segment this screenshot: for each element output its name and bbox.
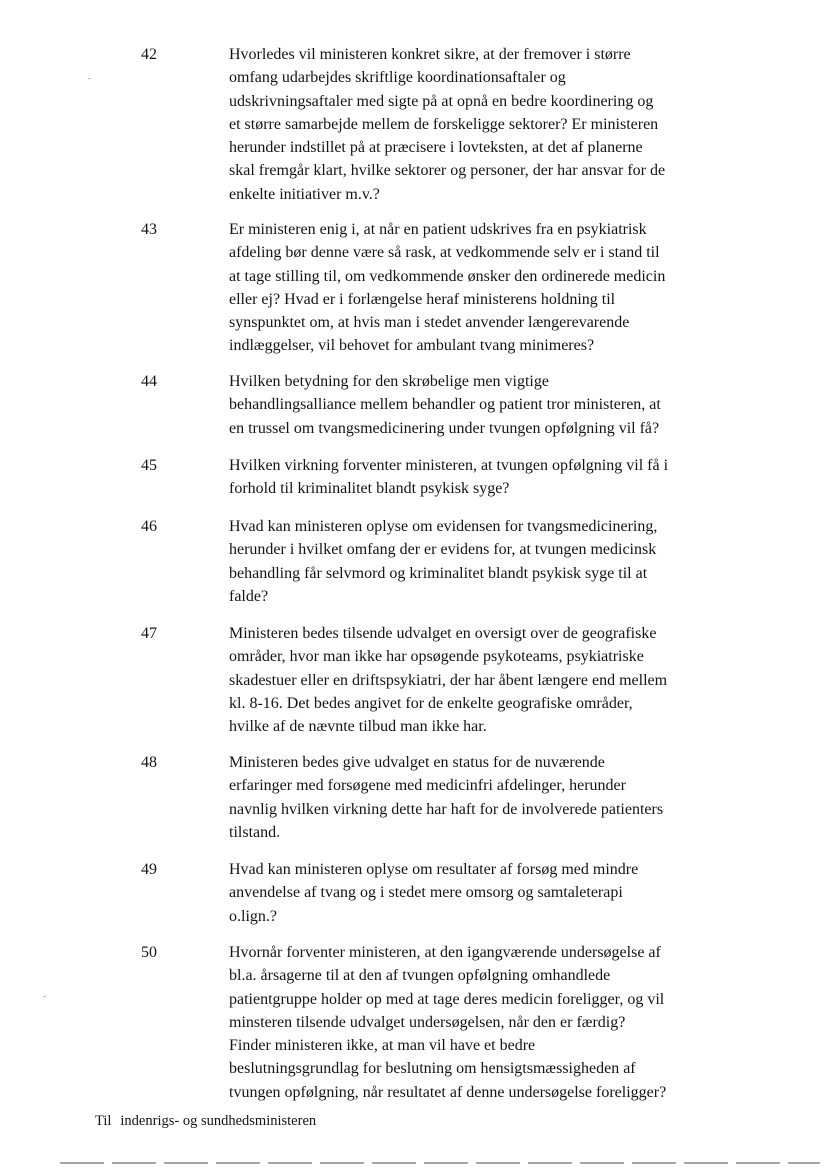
question-line: udskrivningsaftaler med sigte på at opnå en bedre koordinering og [229, 92, 654, 110]
question-text [229, 941, 751, 1104]
question-text [229, 370, 751, 440]
question-line: tilstand. [229, 823, 281, 841]
question-line: et større samarbejde mellem de forskeligge sektorer? Er ministeren [229, 115, 659, 133]
question-line: at tage stilling til, om vedkommende ønsker den ordinerede medicin [229, 267, 666, 285]
question-number: 42 [141, 46, 157, 63]
scan-speck [88, 78, 91, 79]
question-line: behandlingsalliance mellem behandler og patient tror ministeren, at [229, 396, 661, 414]
question-text [229, 454, 751, 501]
question-line: Hvilken virkning forventer ministeren, at tvungen opfølgning vil få i [229, 457, 669, 474]
question-line: forhold til kriminalitet blandt psykisk syge? [229, 480, 510, 498]
question-line: beslutningsgrundlag for beslutning om hensigtsmæssigheden af [229, 1060, 636, 1078]
question-line: eller ej? Hvad er i forlængelse heraf ministerens holdning til [229, 290, 616, 308]
question-line: Hvilken betydning for den skrøbelige men vigtige [229, 373, 549, 390]
footer-prefix: Til [95, 1113, 112, 1129]
scan-speck [43, 996, 46, 997]
question-line: Er ministeren enig i, at når en patient udskrives fra en psykiatrisk [229, 221, 647, 238]
question-line: behandling får selvmord og kriminalitet blandt psykisk syge til at [229, 564, 648, 582]
question-line: anvendelse af tvang og i stedet mere omsorg og samtaleterapi [229, 884, 623, 902]
question-text [229, 622, 751, 738]
question-line: bl.a. årsagerne til at den af tvungen opfølgning omhandlede [229, 967, 611, 985]
question-number: 47 [141, 625, 157, 642]
question-line: afdeling bør denne være så rask, at vedkommende selv er i stand til [229, 244, 660, 262]
question-line: herunder indstillet på at præcisere i lovteksten, at det af planerne [229, 139, 643, 157]
question-line: enkelte initiativer m.v.? [229, 185, 380, 203]
question-text [229, 218, 751, 358]
question-line: indlæggelser, vil behovet for ambulant tvang minimeres? [229, 337, 595, 355]
question-line: Hvad kan ministeren oplyse om resultater af forsøg med mindre [229, 861, 639, 878]
page-bottom-edge [60, 1162, 820, 1164]
question-line: minsteren tilsende udvalget undersøgelsen, når den er færdig? [229, 1013, 626, 1031]
question-line: en trussel om tvangsmedicinering under tvungen opfølgning vil få? [229, 419, 660, 437]
question-number: 45 [141, 457, 157, 474]
question-text [229, 515, 751, 608]
question-line: områder, hvor man ikke har opsøgende psykoteams, psykiatriske [229, 648, 644, 666]
question-line: Ministeren bedes tilsende udvalget en oversigt over de geografiske [229, 625, 657, 642]
question-number: 49 [141, 861, 157, 878]
question-text [229, 43, 751, 206]
question-line: kl. 8-16. Det bedes angivet for de enkelte geografiske områder, [229, 694, 633, 712]
question-text [229, 858, 751, 928]
question-line: navnlig hvilken virkning dette har haft for de involverede patienters [229, 800, 664, 818]
question-number: 44 [141, 373, 157, 390]
question-line: skal fremgår klart, hvilke sektorer og personer, der har ansvar for de [229, 162, 666, 180]
question-line: patientgruppe holder op med at tage deres medicin foreligger, og vil [229, 990, 665, 1008]
question-line: Hvad kan ministeren oplyse om evidensen for tvangsmedicinering, [229, 518, 658, 535]
question-line: hvilke af de nævnte tilbud man ikke har. [229, 718, 487, 736]
question-line: o.lign.? [229, 907, 277, 925]
question-line: erfaringer med forsøgene med medicinfri afdelinger, herunder [229, 777, 626, 795]
footer-recipient: indenrigs- og sundhedsministeren [120, 1113, 317, 1129]
question-line: omfang udarbejdes skriftlige koordinationsaftaler og [229, 69, 566, 87]
addressee-footer [95, 1111, 316, 1131]
question-line: Ministeren bedes give udvalget en status for de nuværende [229, 754, 605, 771]
question-number: 50 [141, 944, 157, 961]
question-line: Hvorledes vil ministeren konkret sikre, at der fremover i større [229, 46, 631, 63]
question-line: Hvornår forventer ministeren, at den igangværende undersøgelse af [229, 944, 661, 961]
question-line: tvungen opfølgning, når resultatet af denne undersøgelse foreligger? [229, 1083, 667, 1101]
question-number: 43 [141, 221, 157, 238]
question-number: 48 [141, 754, 157, 771]
question-line: Finder ministeren ikke, at man vil have et bedre [229, 1037, 536, 1055]
question-line: synspunktet om, at hvis man i stedet anvender længerevarende [229, 314, 630, 332]
question-number: 46 [141, 518, 157, 535]
question-line: falde? [229, 587, 269, 605]
question-text [229, 751, 751, 844]
question-line: herunder i hvilket omfang der er evidens for, at tvungen medicinsk [229, 541, 657, 559]
question-line: skadestuer eller en driftspsykiatri, der har åbent længere end mellem [229, 671, 668, 689]
